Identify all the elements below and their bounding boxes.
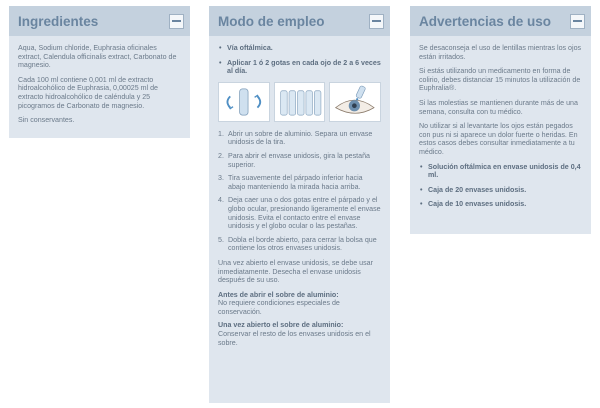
modo-panel bbox=[209, 6, 390, 403]
panel-title: Advertencias de uso bbox=[419, 13, 552, 29]
advertencias-body bbox=[410, 36, 591, 221]
list-item: • Caja de 20 envases unidosis. bbox=[419, 186, 582, 195]
list-item: 1. Abrir un sobre de aluminio. Separa un envase unidosis de la tira. bbox=[218, 129, 373, 147]
warning-text: Si estás utilizando un medicamento en forma de colirio, debes distanciar 15 minutos la utilización de Euphralia®. bbox=[419, 67, 581, 93]
presentation-bullets bbox=[419, 163, 582, 209]
minus-icon[interactable] bbox=[169, 14, 184, 29]
modo-header[interactable] bbox=[209, 6, 390, 36]
storage-before bbox=[218, 291, 381, 317]
unidose-vials-icon bbox=[274, 82, 326, 122]
after-opening-text: Una vez abierto el envase unidosis, se debe usar inmediatamente. Desecha el envase unidosis después de su uso. bbox=[218, 258, 373, 285]
advertencias-header[interactable] bbox=[410, 6, 591, 36]
storage-text: Conservar el resto de los envases unidosis en el sobre. bbox=[218, 330, 371, 347]
list-item: • Vía oftálmica. bbox=[218, 44, 381, 53]
list-item: • Aplicar 1 ó 2 gotas en cada ojo de 2 a 6 veces al día. bbox=[218, 59, 381, 76]
steps-list bbox=[218, 130, 381, 253]
list-item: • Solución oftálmica en envase unidosis de 0,4 ml. bbox=[419, 163, 582, 180]
warning-text: No utilizar si al levantarte los ojos están pegados con pus ni si aparece un dolor fuerte o heridas. En estos casos debes consultar inmediatamente a tu médico. bbox=[419, 122, 578, 156]
list-item: 5. Dobla el borde abierto, para cerrar la bolsa que contiene los otros envases unidosis. bbox=[218, 235, 377, 253]
panel-title: Modo de empleo bbox=[218, 13, 325, 29]
warning-text: Si las molestias se mantienen durante más de una semana, consulta con tu médico. bbox=[419, 98, 578, 116]
instruction-images bbox=[218, 82, 381, 122]
ingredientes-panel bbox=[9, 6, 190, 138]
subheading: Antes de abrir el sobre de aluminio: bbox=[218, 290, 339, 299]
storage-after bbox=[218, 321, 381, 347]
ingredientes-body bbox=[9, 36, 190, 137]
storage-text: No requiere condiciones especiales de conservación. bbox=[218, 299, 340, 316]
minus-icon[interactable] bbox=[570, 14, 585, 29]
ingredients-list: Aqua, Sodium chloride, Euphrasia oficinales extract, Calendula officinalis extract, Carbonato de magnesio. bbox=[18, 44, 177, 70]
preservative-note: Sin conservantes. bbox=[18, 116, 75, 125]
list-item: • Caja de 10 envases unidosis. bbox=[419, 200, 582, 209]
list-item: 3. Tira suavemente del párpado inferior hacia abajo manteniendo la mirada hacia arriba. bbox=[218, 174, 363, 191]
composition-text: Cada 100 ml contiene 0,001 ml de extracto hidroalcohólico de Euphrasia, 0,00025 ml de extracto hidroalcohólico de caléndula y 25 picogramos de Carbonato de magnesio. bbox=[18, 75, 158, 110]
twist-open-icon bbox=[218, 82, 270, 122]
advertencias-panel bbox=[410, 6, 591, 234]
ingredientes-header[interactable] bbox=[9, 6, 190, 36]
modo-body bbox=[209, 36, 390, 359]
minus-icon[interactable] bbox=[369, 14, 384, 29]
eye-drop-icon bbox=[329, 82, 381, 122]
usage-bullets bbox=[218, 44, 381, 76]
panel-title: Ingredientes bbox=[18, 13, 99, 29]
list-item: 2. Para abrir el envase unidosis, gira la pestaña superior. bbox=[218, 151, 370, 169]
subheading: Una vez abierto el sobre de aluminio: bbox=[218, 321, 344, 330]
list-item: 4. Deja caer una o dos gotas entre el párpado y el globo ocular, presionando ligeramente el envase unidosis. Evita el contacto entre el envase unidosis y el globo ocular o las pestañas. bbox=[218, 196, 381, 231]
warning-text: Se desaconseja el uso de lentillas mientras los ojos están irritados. bbox=[419, 44, 582, 61]
